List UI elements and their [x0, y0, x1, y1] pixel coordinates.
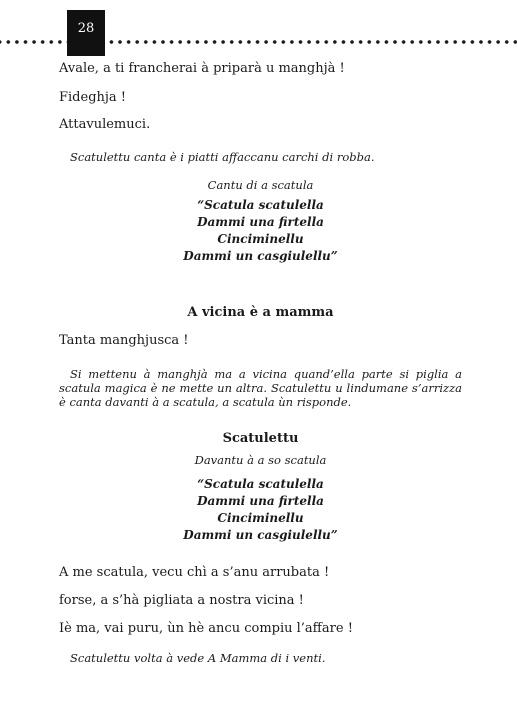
- song-lyrics: [59, 476, 462, 544]
- lyric-line: “Scatula scatulella: [197, 198, 324, 212]
- stage-direction: Scatulettu volta à vede A Mamma di i venti.: [70, 651, 326, 665]
- page-number: 28: [77, 21, 95, 36]
- lyric-line: “Scatula scatulella: [197, 477, 324, 491]
- dialogue-line: A me scatula, vecu chì a s’anu arrubata !: [59, 565, 330, 580]
- stage-direction: Scatulettu canta è i piatti affaccanu carchi di robba.: [70, 150, 375, 164]
- speaker-heading: Scatulettu: [222, 431, 299, 446]
- song-title: Cantu di a scatula: [207, 178, 314, 192]
- song-lyrics: [59, 197, 462, 265]
- speaker-heading: A vicina è a mamma: [187, 305, 334, 320]
- stage-direction-block: Si mettenu à manghjà ma a vicina quand’ella parte si piglia a scatula magica è ne mette un altra. Scatulettu u lindumane s’arrizza è canta davanti à a scatula, a scatula ùn risponde.: [59, 367, 462, 409]
- dialogue-line: Attavulemuci.: [59, 117, 151, 132]
- lyric-line: Dammi un casgiulellu”: [183, 249, 338, 263]
- dialogue-line: Avale, a ti francherai à priparà u manghjà !: [59, 61, 345, 76]
- dialogue-line: Iè ma, vai puru, ùn hè ancu compiu l’affare !: [59, 621, 353, 636]
- lyric-line: Dammi una firtella: [197, 494, 324, 508]
- dialogue-line: Fideghja !: [59, 90, 127, 105]
- lyric-line: Cinciminellu: [217, 232, 304, 246]
- stage-direction: Davantu à a so scatula: [194, 453, 327, 467]
- dialogue-line: forse, a s’hà pigliata a nostra vicina !: [59, 593, 304, 608]
- dialogue-line: Tanta manghjusca !: [59, 333, 189, 348]
- lyric-line: Cinciminellu: [217, 511, 304, 525]
- lyric-line: Dammi un casgiulellu”: [183, 528, 338, 542]
- lyric-line: Dammi una firtella: [197, 215, 324, 229]
